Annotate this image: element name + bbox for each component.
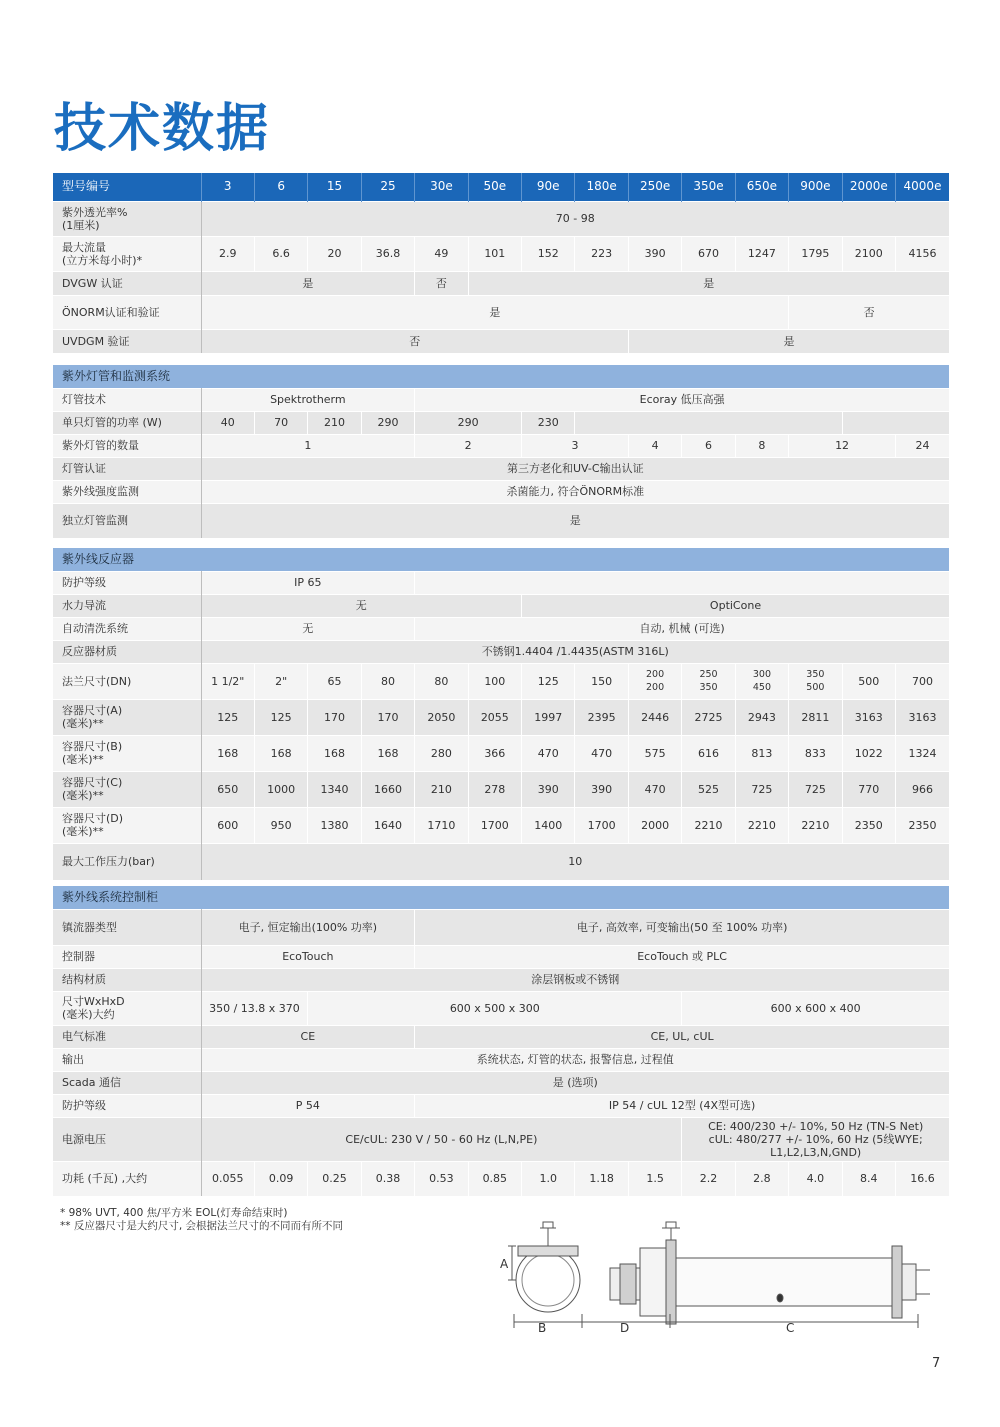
flange-cell: 250 350 bbox=[682, 663, 735, 699]
model-col: 180e bbox=[575, 173, 628, 201]
power-use-cell: 1.5 bbox=[628, 1161, 681, 1196]
dim-label-b: B bbox=[538, 1321, 547, 1333]
dim-b-row bbox=[53, 735, 949, 771]
controller-value: EcoTouch bbox=[201, 945, 415, 968]
dim-label-c: C bbox=[786, 1321, 795, 1333]
cab-size-value: 600 x 600 x 400 bbox=[682, 991, 949, 1025]
flange-cell: 200 200 bbox=[628, 663, 681, 699]
flange-cell: 500 bbox=[842, 663, 895, 699]
power-use-row bbox=[53, 1161, 949, 1196]
scada-label: Scada 通信 bbox=[53, 1071, 201, 1094]
cab-size-label: 尺寸WxHxD (毫米)大约 bbox=[53, 991, 201, 1025]
dim-d-cell: 2350 bbox=[842, 807, 895, 843]
supply-value: CE/cUL: 230 V / 50 - 60 Hz (L,N,PE) bbox=[201, 1117, 682, 1161]
dim-a-cell: 170 bbox=[361, 699, 414, 735]
pressure-label: 最大工作压力(bar) bbox=[53, 843, 201, 880]
model-col: 3 bbox=[201, 173, 254, 201]
cleaning-value: 自动, 机械 (可选) bbox=[415, 617, 949, 640]
flange-cell: 80 bbox=[361, 663, 414, 699]
flow-cell: 6.6 bbox=[254, 236, 307, 271]
dim-d-label: 容器尺寸(D) (毫米)** bbox=[53, 807, 201, 843]
dim-b-cell: 168 bbox=[254, 735, 307, 771]
dim-d-cell: 2210 bbox=[735, 807, 788, 843]
lamp-count-cell: 2 bbox=[415, 434, 522, 457]
dim-d-cell: 600 bbox=[201, 807, 254, 843]
uv-monitor-value: 杀菌能力, 符合ÖNORM标准 bbox=[201, 480, 949, 503]
lamp-power-cell: 290 bbox=[361, 411, 414, 434]
dim-b-cell: 366 bbox=[468, 735, 521, 771]
uvt-label: 紫外透光率% (1厘米) bbox=[53, 201, 201, 236]
uvdgm-label: UVDGM 验证 bbox=[53, 329, 201, 353]
lamp-monitor-value: 是 bbox=[201, 503, 949, 538]
pressure-value: 10 bbox=[201, 843, 949, 880]
flange-cell: 150 bbox=[575, 663, 628, 699]
dim-d-row bbox=[53, 807, 949, 843]
lamp-tech-row bbox=[53, 388, 949, 411]
model-col: 250e bbox=[628, 173, 681, 201]
dim-a-label: 容器尺寸(A) (毫米)** bbox=[53, 699, 201, 735]
dim-a-cell: 3163 bbox=[895, 699, 949, 735]
model-col: 25 bbox=[361, 173, 414, 201]
elec-std-value: CE, UL, cUL bbox=[415, 1025, 949, 1048]
cab-material-label: 结构材质 bbox=[53, 968, 201, 991]
lamp-count-cell: 3 bbox=[522, 434, 629, 457]
dim-a-cell: 2811 bbox=[789, 699, 842, 735]
flange-cell: 700 bbox=[895, 663, 949, 699]
dim-d-cell: 1400 bbox=[522, 807, 575, 843]
flow-cell: 2.9 bbox=[201, 236, 254, 271]
model-col: 6 bbox=[254, 173, 307, 201]
lamp-power-row bbox=[53, 411, 949, 434]
power-use-cell: 0.09 bbox=[254, 1161, 307, 1196]
dim-c-cell: 966 bbox=[895, 771, 949, 807]
flow-cell: 152 bbox=[522, 236, 575, 271]
flow-cell: 101 bbox=[468, 236, 521, 271]
dim-d-cell: 2210 bbox=[682, 807, 735, 843]
model-col: 50e bbox=[468, 173, 521, 201]
outputs-label: 输出 bbox=[53, 1048, 201, 1071]
lamp-count-cell: 8 bbox=[735, 434, 788, 457]
dim-a-cell: 2055 bbox=[468, 699, 521, 735]
flow-cell: 390 bbox=[628, 236, 681, 271]
lamp-tech-value: Spektrotherm bbox=[201, 388, 415, 411]
model-header-row bbox=[53, 173, 949, 201]
flow-cell: 20 bbox=[308, 236, 361, 271]
lamp-power-label: 单只灯管的功率 (W) bbox=[53, 411, 201, 434]
power-use-label: 功耗 (千瓦) ,大约 bbox=[53, 1161, 201, 1196]
cab-material-row bbox=[53, 968, 949, 991]
reactor-end-view bbox=[516, 1248, 580, 1312]
power-use-cell: 0.25 bbox=[308, 1161, 361, 1196]
model-col: 350e bbox=[682, 173, 735, 201]
lamp-power-cell: 230 bbox=[522, 411, 575, 434]
model-col: 90e bbox=[522, 173, 575, 201]
spec-table-reactor bbox=[53, 548, 949, 880]
page-title: 技术数据 bbox=[54, 99, 271, 159]
flange-cell: 350 500 bbox=[789, 663, 842, 699]
dim-b-cell: 616 bbox=[682, 735, 735, 771]
flow-row bbox=[53, 236, 949, 271]
spec-table-cabinet bbox=[53, 886, 949, 1196]
dim-a-cell: 2943 bbox=[735, 699, 788, 735]
power-use-cell: 0.85 bbox=[468, 1161, 521, 1196]
outputs-value: 系统状态, 灯管的状态, 报警信息, 过程值 bbox=[201, 1048, 949, 1071]
material-value: 不锈钢1.4404 /1.4435(ASTM 316L) bbox=[201, 640, 949, 663]
dim-b-cell: 470 bbox=[575, 735, 628, 771]
dim-b-cell: 575 bbox=[628, 735, 681, 771]
footnote: * 98% UVT, 400 焦/平方米 EOL(灯寿命结束时) bbox=[60, 1207, 288, 1219]
flange-cell: 80 bbox=[415, 663, 468, 699]
cleaning-label: 自动清洗系统 bbox=[53, 617, 201, 640]
cab-protection-value: IP 54 / cUL 12型 (4X型可选) bbox=[415, 1094, 949, 1117]
supply-label: 电源电压 bbox=[53, 1117, 201, 1161]
section-header-cabinet bbox=[53, 886, 949, 909]
dim-b-label: 容器尺寸(B) (毫米)** bbox=[53, 735, 201, 771]
dvgw-value: 是 bbox=[468, 271, 949, 295]
dim-b-cell: 168 bbox=[201, 735, 254, 771]
dim-c-cell: 278 bbox=[468, 771, 521, 807]
protection-label: 防护等级 bbox=[53, 571, 201, 594]
uv-monitor-row bbox=[53, 480, 949, 503]
material-row bbox=[53, 640, 949, 663]
dim-label-d: D bbox=[620, 1321, 630, 1333]
section-title: 紫外线系统控制柜 bbox=[53, 886, 949, 909]
ballast-row bbox=[53, 909, 949, 945]
section-title: 紫外灯管和监测系统 bbox=[53, 365, 949, 388]
model-col: 4000e bbox=[895, 173, 949, 201]
flange-label: 法兰尺寸(DN) bbox=[53, 663, 201, 699]
flow-label: 最大流量 (立方米每小时)* bbox=[53, 236, 201, 271]
dim-c-label: 容器尺寸(C) (毫米)** bbox=[53, 771, 201, 807]
lamp-power-cell: 290 bbox=[415, 411, 522, 434]
section-header-reactor bbox=[53, 548, 949, 571]
flange-row bbox=[53, 663, 949, 699]
dim-d-cell: 2350 bbox=[895, 807, 949, 843]
lamp-count-cell: 12 bbox=[789, 434, 896, 457]
dim-c-cell: 390 bbox=[575, 771, 628, 807]
cab-size-value: 350 / 13.8 x 370 bbox=[201, 991, 308, 1025]
controller-value: EcoTouch 或 PLC bbox=[415, 945, 949, 968]
model-col: 2000e bbox=[842, 173, 895, 201]
dim-a-cell: 125 bbox=[201, 699, 254, 735]
dim-a-cell: 170 bbox=[308, 699, 361, 735]
power-use-cell: 0.38 bbox=[361, 1161, 414, 1196]
cab-material-value: 涂层钢板或不锈钢 bbox=[201, 968, 949, 991]
model-col: 650e bbox=[735, 173, 788, 201]
lamp-count-cell: 24 bbox=[895, 434, 949, 457]
protection-value-empty bbox=[415, 571, 949, 594]
reactor-dimension-diagram bbox=[490, 1218, 950, 1333]
cleaning-value: 无 bbox=[201, 617, 415, 640]
lamp-count-label: 紫外灯管的数量 bbox=[53, 434, 201, 457]
lamp-count-cell: 4 bbox=[628, 434, 681, 457]
hydraulics-value: 无 bbox=[201, 594, 522, 617]
onorm-row bbox=[53, 295, 949, 329]
uv-monitor-label: 紫外线强度监测 bbox=[53, 480, 201, 503]
power-use-cell: 2.8 bbox=[735, 1161, 788, 1196]
dim-b-cell: 470 bbox=[522, 735, 575, 771]
uvdgm-row bbox=[53, 329, 949, 353]
flow-cell: 1247 bbox=[735, 236, 788, 271]
lamp-power-cell bbox=[842, 411, 949, 434]
dim-d-cell: 1640 bbox=[361, 807, 414, 843]
dim-label-a: A bbox=[500, 1257, 509, 1271]
ballast-label: 镇流器类型 bbox=[53, 909, 201, 945]
flow-cell: 4156 bbox=[895, 236, 949, 271]
power-use-cell: 0.055 bbox=[201, 1161, 254, 1196]
elec-std-label: 电气标准 bbox=[53, 1025, 201, 1048]
dim-c-cell: 390 bbox=[522, 771, 575, 807]
scada-row bbox=[53, 1071, 949, 1094]
elec-std-row bbox=[53, 1025, 949, 1048]
uvt-row bbox=[53, 201, 949, 236]
hydraulics-row bbox=[53, 594, 949, 617]
dim-c-cell: 650 bbox=[201, 771, 254, 807]
lamp-tech-value: Ecoray 低压高强 bbox=[415, 388, 949, 411]
model-col: 30e bbox=[415, 173, 468, 201]
lamp-count-cell: 1 bbox=[201, 434, 415, 457]
cab-protection-value: P 54 bbox=[201, 1094, 415, 1117]
dim-d-cell: 1700 bbox=[575, 807, 628, 843]
dim-a-cell: 2395 bbox=[575, 699, 628, 735]
lamp-monitor-label: 独立灯管监测 bbox=[53, 503, 201, 538]
lamp-power-cell: 40 bbox=[201, 411, 254, 434]
dvgw-label: DVGW 认证 bbox=[53, 271, 201, 295]
dim-d-cell: 950 bbox=[254, 807, 307, 843]
lamp-cert-value: 第三方老化和UV-C输出认证 bbox=[201, 457, 949, 480]
uvt-value: 70 - 98 bbox=[201, 201, 949, 236]
dim-d-cell: 2000 bbox=[628, 807, 681, 843]
flow-cell: 2100 bbox=[842, 236, 895, 271]
outputs-row bbox=[53, 1048, 949, 1071]
dim-c-cell: 470 bbox=[628, 771, 681, 807]
dim-a-cell: 125 bbox=[254, 699, 307, 735]
flow-cell: 670 bbox=[682, 236, 735, 271]
cleaning-row bbox=[53, 617, 949, 640]
controller-label: 控制器 bbox=[53, 945, 201, 968]
flange-cell: 65 bbox=[308, 663, 361, 699]
dvgw-row bbox=[53, 271, 949, 295]
spec-table-general bbox=[53, 173, 949, 353]
cab-protection-row bbox=[53, 1094, 949, 1117]
supply-value: CE: 400/230 +/- 10%, 50 Hz (TN-S Net) cUL: 480/277 +/- 10%, 60 Hz (5线WYE; L1,L2,L3,N,GND) bbox=[682, 1117, 949, 1161]
lamp-cert-row bbox=[53, 457, 949, 480]
dim-b-cell: 1022 bbox=[842, 735, 895, 771]
dim-d-cell: 1380 bbox=[308, 807, 361, 843]
controller-row bbox=[53, 945, 949, 968]
onorm-value: 否 bbox=[789, 295, 949, 329]
dim-c-cell: 770 bbox=[842, 771, 895, 807]
hydraulics-label: 水力导流 bbox=[53, 594, 201, 617]
pressure-row bbox=[53, 843, 949, 880]
flange-cell: 125 bbox=[522, 663, 575, 699]
dim-a-cell: 1997 bbox=[522, 699, 575, 735]
power-use-cell: 16.6 bbox=[895, 1161, 949, 1196]
flow-cell: 223 bbox=[575, 236, 628, 271]
power-use-cell: 1.18 bbox=[575, 1161, 628, 1196]
material-label: 反应器材质 bbox=[53, 640, 201, 663]
cab-protection-label: 防护等级 bbox=[53, 1094, 201, 1117]
model-col: 15 bbox=[308, 173, 361, 201]
ballast-value: 电子, 恒定输出(100% 功率) bbox=[201, 909, 415, 945]
power-use-cell: 4.0 bbox=[789, 1161, 842, 1196]
model-col: 900e bbox=[789, 173, 842, 201]
dvgw-value: 否 bbox=[415, 271, 468, 295]
dim-a-cell: 2446 bbox=[628, 699, 681, 735]
section-title: 紫外线反应器 bbox=[53, 548, 949, 571]
cab-size-row bbox=[53, 991, 949, 1025]
uvdgm-value: 否 bbox=[201, 329, 628, 353]
flow-cell: 1795 bbox=[789, 236, 842, 271]
dim-c-cell: 725 bbox=[735, 771, 788, 807]
lamp-count-cell: 6 bbox=[682, 434, 735, 457]
lamp-monitor-row bbox=[53, 503, 949, 538]
footnote: ** 反应器尺寸是大约尺寸, 会根据法兰尺寸的不同而有所不同 bbox=[60, 1220, 344, 1232]
elec-std-value: CE bbox=[201, 1025, 415, 1048]
dim-a-cell: 2050 bbox=[415, 699, 468, 735]
scada-value: 是 (选项) bbox=[201, 1071, 949, 1094]
dim-c-cell: 1660 bbox=[361, 771, 414, 807]
onorm-label: ÖNORM认证和验证 bbox=[53, 295, 201, 329]
dim-c-cell: 210 bbox=[415, 771, 468, 807]
lamp-count-row bbox=[53, 434, 949, 457]
lamp-cert-label: 灯管认证 bbox=[53, 457, 201, 480]
dim-b-cell: 168 bbox=[361, 735, 414, 771]
hydraulics-value: OptiCone bbox=[522, 594, 949, 617]
dim-a-row bbox=[53, 699, 949, 735]
power-use-cell: 8.4 bbox=[842, 1161, 895, 1196]
protection-value: IP 65 bbox=[201, 571, 415, 594]
cab-size-value: 600 x 500 x 300 bbox=[308, 991, 682, 1025]
flange-cell: 1 1/2" bbox=[201, 663, 254, 699]
lamp-power-cell: 70 bbox=[254, 411, 307, 434]
dim-c-cell: 725 bbox=[789, 771, 842, 807]
lamp-power-cell bbox=[575, 411, 842, 434]
dim-d-cell: 2210 bbox=[789, 807, 842, 843]
power-use-cell: 1.0 bbox=[522, 1161, 575, 1196]
supply-row bbox=[53, 1117, 949, 1161]
dim-a-cell: 2725 bbox=[682, 699, 735, 735]
dim-b-cell: 168 bbox=[308, 735, 361, 771]
dim-c-cell: 525 bbox=[682, 771, 735, 807]
power-use-cell: 2.2 bbox=[682, 1161, 735, 1196]
flange-cell: 2" bbox=[254, 663, 307, 699]
flange-cell: 100 bbox=[468, 663, 521, 699]
lamp-tech-label: 灯管技术 bbox=[53, 388, 201, 411]
dim-a-cell: 3163 bbox=[842, 699, 895, 735]
power-use-cell: 0.53 bbox=[415, 1161, 468, 1196]
dim-d-cell: 1700 bbox=[468, 807, 521, 843]
flow-cell: 49 bbox=[415, 236, 468, 271]
onorm-value: 是 bbox=[201, 295, 789, 329]
dvgw-value: 是 bbox=[201, 271, 415, 295]
flow-cell: 36.8 bbox=[361, 236, 414, 271]
protection-row bbox=[53, 571, 949, 594]
model-label: 型号编号 bbox=[53, 173, 201, 201]
dim-b-cell: 833 bbox=[789, 735, 842, 771]
dim-c-row bbox=[53, 771, 949, 807]
flange-cell: 300 450 bbox=[735, 663, 788, 699]
dim-b-cell: 280 bbox=[415, 735, 468, 771]
ballast-value: 电子, 高效率, 可变输出(50 至 100% 功率) bbox=[415, 909, 949, 945]
page-number: 7 bbox=[932, 1356, 941, 1371]
spec-table-lamps bbox=[53, 365, 949, 538]
dim-c-cell: 1340 bbox=[308, 771, 361, 807]
dim-c-cell: 1000 bbox=[254, 771, 307, 807]
lamp-power-cell: 210 bbox=[308, 411, 361, 434]
dim-d-cell: 1710 bbox=[415, 807, 468, 843]
footnotes bbox=[60, 1207, 343, 1233]
section-header-lamps bbox=[53, 365, 949, 388]
uvdgm-value: 是 bbox=[628, 329, 949, 353]
dim-b-cell: 1324 bbox=[895, 735, 949, 771]
dim-b-cell: 813 bbox=[735, 735, 788, 771]
